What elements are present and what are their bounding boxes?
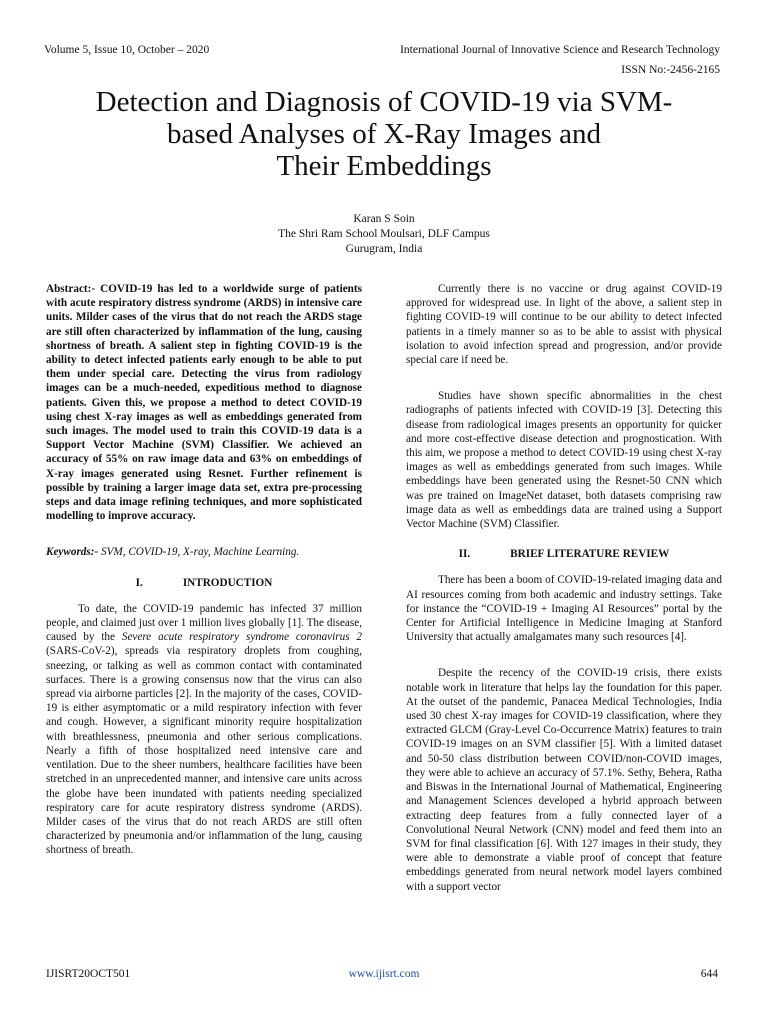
author-name: Karan S Soin: [353, 213, 415, 225]
author-affiliation: The Shri Ram School Moulsari, DLF Campus: [278, 228, 490, 240]
section-number: I.: [135, 576, 143, 589]
issn-label: ISSN No:-2456-2165: [621, 64, 720, 76]
journal-volume-header: Volume 5, Issue 10, October – 2020: [44, 44, 210, 56]
section-heading-introduction: [46, 576, 362, 590]
right-column: [406, 282, 722, 894]
paragraph-no-vaccine: Currently there is no vaccine or drug against COVID-19 approved for widespread use. In light of the above, a salient step in fighting COVID-19 will continue to be our ability to detect infected patients in a timely manner so as to be able to assist with physical isolation to avoid infection spread and progression, and/or provide special care if need be.: [406, 283, 722, 367]
paragraph-studies: Studies have shown specific abnormalities in the chest radiographs of patients infected with COVID-19 [3]. Detecting this disease from radiological images presents an opportunity for quicker and more cost-effective disease detection and prognostication. With this aim, we propose a method to detect COVID-19 using chest X-ray images as well as embeddings generated from such images. While embeddings have been generated using the Resnet-50 CNN which was pre trained on ImageNet dataset, both datasets comprising raw image data as well as embeddings data are trained using a Support Vector Machine (SVM) Classifier.: [406, 390, 722, 531]
title-line-1: Detection and Diagnosis of COVID-19 via SVM-: [95, 86, 673, 118]
intro-italic-virus-name: Severe acute respiratory syndrome coronavirus 2: [121, 631, 362, 644]
title-line-2: based Analyses of X-Ray Images and: [166, 118, 602, 150]
title-line-3: Their Embeddings: [276, 150, 492, 182]
abstract: Abstract:- COVID-19 has led to a worldwide surge of patients with acute respiratory distress syndrome (ARDS) in intensive care units. Milder cases of the virus that do not reach the ARDS stage are still often characterized by inflammation of the lung, causing shortness of breath. A salient step in fighting COVID-19 is the ability to detect infected patients early enough to be able to put them under special care. Detecting the virus from radiology images can be a much-needed, expeditious method to diagnose patients. Given this, we propose a method to detect COVID-19 using chest X-ray images as well as embeddings generated from such images. The model used to train this COVID-19 data is a Support Vector Machine (SVM) Classifier. We achieved an accuracy of 55% on raw image data and 63% on embeddings of X-ray images generated using Resnet. Further refinement is possible by training a larger image data set, extra pre-processing steps and data image refining techniques, and more sophisticated modelling to improve accuracy.: [46, 283, 362, 523]
page-number: 644: [700, 968, 718, 980]
keywords: [46, 545, 362, 559]
section-heading-literature-review: [406, 547, 722, 561]
keywords-label: Keywords:-: [46, 546, 99, 559]
paper-title: [40, 86, 728, 182]
website-link[interactable]: www.ijisrt.com: [348, 968, 420, 980]
keywords-text: SVM, COVID-19, X-ray, Machine Learning.: [98, 546, 300, 559]
section-title: INTRODUCTION: [182, 576, 273, 589]
literature-paragraph-1: There has been a boom of COVID-19-related imaging data and AI resources coming from both academic and industry settings. Take for instance the “COVID-19 + Imaging AI Resources” portal by the Center for Artificial Intelligence in Medicine Imaging at Stanford University that actually amalgamates many such resources [4].: [406, 574, 722, 644]
introduction-paragraph: [46, 602, 362, 858]
section-number: II.: [458, 548, 471, 561]
section-title: BRIEF LITERATURE REVIEW: [510, 548, 670, 561]
author-block: [0, 212, 768, 257]
author-location: Gurugram, India: [345, 243, 423, 255]
left-column: [46, 282, 362, 858]
journal-name-header: International Journal of Innovative Science and Research Technology: [400, 44, 720, 56]
article-id-footer: IJISRT20OCT501: [46, 968, 131, 980]
intro-text-b: (SARS-CoV-2), spreads via respiratory droplets from coughing, sneezing, or talking as well as common contact with contaminated surfaces. There is a growing consensus now that the virus can also spread via airborne particles [2]. In the majority of the cases, COVID-19 is either asymptomatic or a mild respiratory infection with fever and cough. However, a significant minority require hospitalization with breathlessness, pneumonia and other serious complications. Nearly a fifth of those hospitalized need intensive care and ventilation. Due to the sheer numbers, healthcare facilities have been stretched in an unprecedented manner, and intensive care units across the globe have been inundated with patients needing specialized respiratory care for acute respiratory distress syndrome (ARDS). Milder cases of the virus that do not reach ARDS are still often characterized by pneumonia and/or inflammation of the lung, causing shortness of breath.: [46, 645, 362, 857]
intro-text-a: To date, the COVID-19 pandemic has infected 37 million people, and claimed just over 1 million lives globally [1]. The disease, caused by the: [46, 602, 362, 644]
literature-paragraph-2: Despite the recency of the COVID-19 crisis, there exists notable work in literature that helps lay the foundation for this paper. At the outset of the pandemic, Panacea Medical Technologies, India used 30 chest X-ray images for COVID-19 classification, where they extracted GLCM (Gray-Level Co-Occurrence Matrix) features to train COVID-19 images on an SVM classifier [5]. With a limited dataset and 50-50 class distribution between COVID/non-COVID images, they were able to achieve an accuracy of 57.1%. Sethy, Behera, Ratha and Biswas in the International Journal of Mathematical, Engineering and Management Sciences developed a hybrid approach between extracting deep features from a fully connected layer of a Convolutional Neural Network (CNN) model and feed them into an SVM for final classification [6]. With 127 images in their study, they were able to demonstrate a viable proof of concept that feature embeddings generated from neural network model layers combined with a support vector: [406, 667, 722, 893]
